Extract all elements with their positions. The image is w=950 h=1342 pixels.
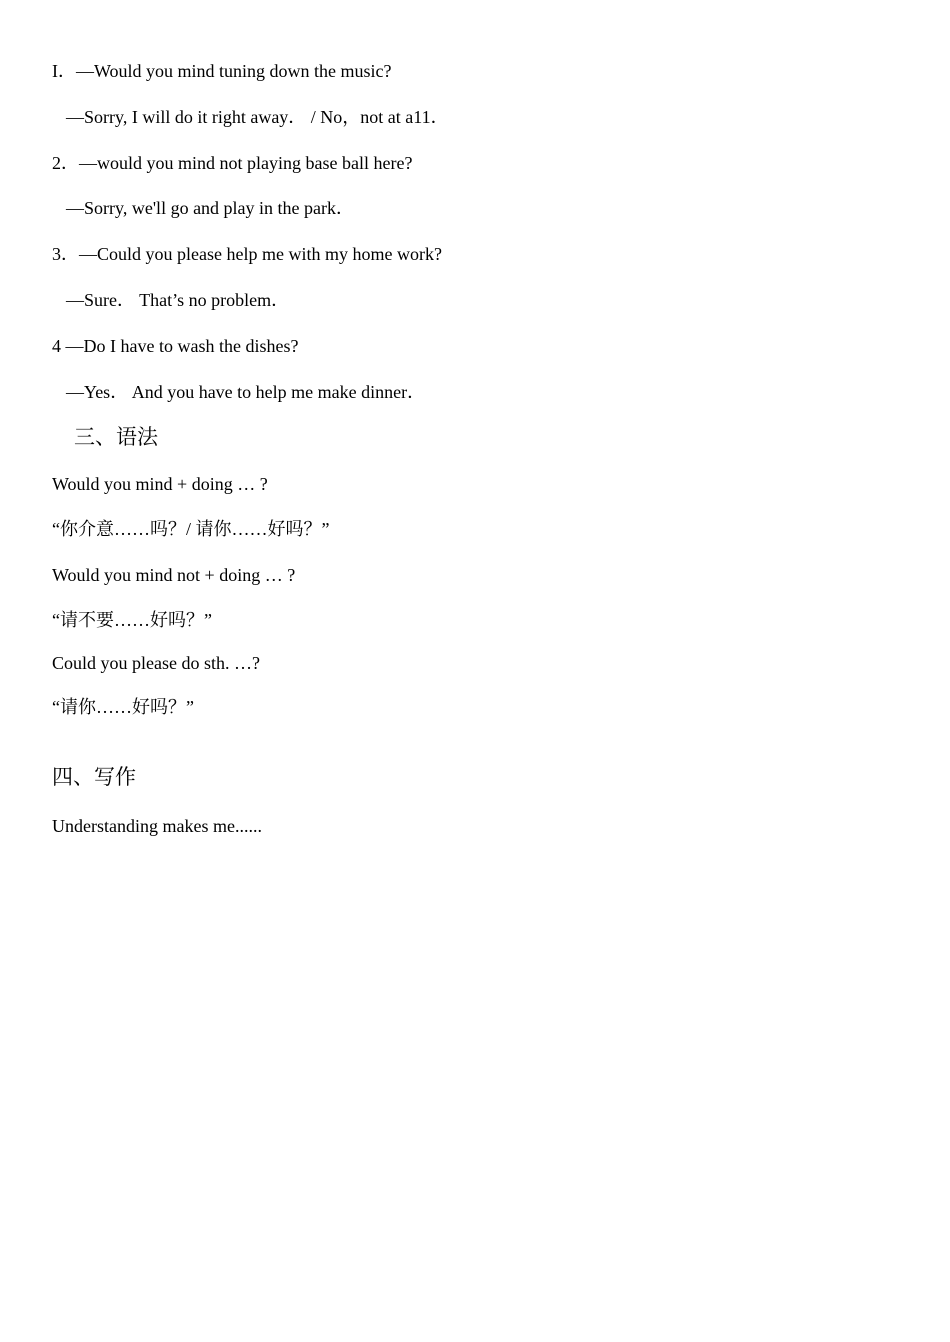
writing-prompt: Understanding makes me......	[52, 816, 262, 836]
grammar-pattern-1: Would you mind + doing … ?	[52, 474, 268, 494]
grammar-pattern-2: Would you mind not + doing … ?	[52, 565, 296, 585]
dialogue-2-answer: —Sorry, we'll go and play in the park．	[66, 198, 355, 218]
dialogue-3-question: 3．—Could you please help me with my home work?	[52, 244, 442, 264]
writing-heading: 四、写作	[52, 765, 136, 789]
grammar-meaning-3: “请你……好吗？”	[52, 697, 194, 717]
dialogue-3-answer: —Sure． That’s no problem．	[66, 290, 290, 310]
grammar-pattern-3: Could you please do sth. …?	[52, 653, 260, 673]
grammar-meaning-2: “请不要……好吗？”	[52, 610, 212, 630]
dialogue-4-answer: —Yes． And you have to help me make dinner．	[66, 382, 426, 402]
dialogue-1-question: I．—Would you mind tuning down the music?	[52, 61, 392, 81]
dialogue-1-answer: —Sorry, I will do it right away． / No，not at a11．	[66, 107, 449, 127]
dialogue-2-question: 2．—would you mind not playing base ball here?	[52, 153, 413, 173]
grammar-heading: 三、语法	[74, 425, 158, 449]
grammar-meaning-1: “你介意……吗？/ 请你……好吗？”	[52, 519, 330, 539]
dialogue-4-question: 4 —Do I have to wash the dishes?	[52, 336, 299, 356]
